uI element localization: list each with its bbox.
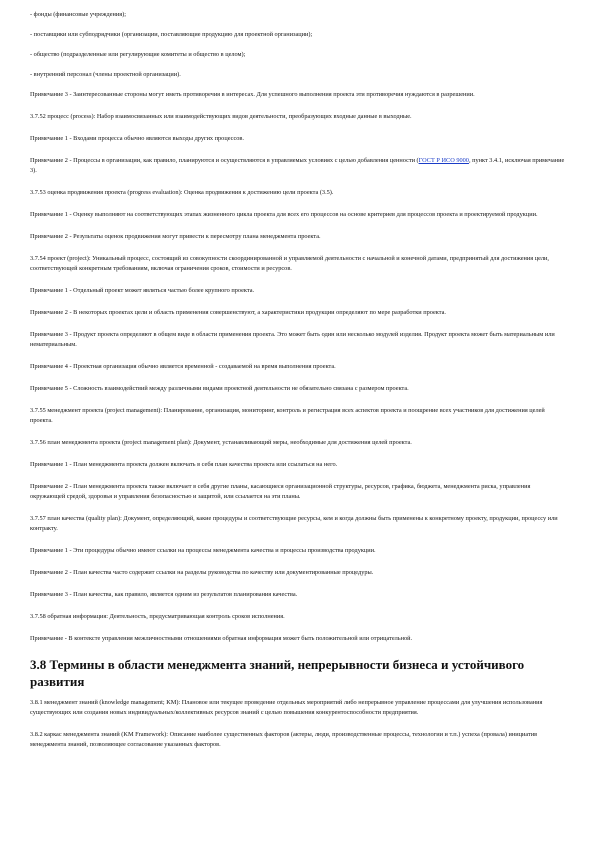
stakeholder-item: - фонды (финансовые учреждения); xyxy=(30,11,126,18)
term-definition: 3.7.58 обратная информация: Деятельность, предусматривающая контроль сроков исполнения. xyxy=(30,613,285,620)
note-paragraph: Примечание 2 - План качества часто содержит ссылки на разделы руководства по качеству или документированные процедуры. xyxy=(30,569,374,576)
note-paragraph xyxy=(30,156,565,176)
note-text: , пункт 3.4.1, исключая примечание 3). xyxy=(30,157,565,174)
term-definition: 3.7.52 процесс (process): Набор взаимосвязанных или взаимодействующих видов деятельности, преобразующих входные данные в выходные. xyxy=(30,113,412,120)
note-paragraph: Примечание 2 - План менеджмента проекта также включает в себя другие планы, касающиеся организационной структуры, ресурсов, графика, бюджета, менеджмента риска, управления окружающей средой, здоровья и управления безопасностью и защитой, или ссылается на эти планы. xyxy=(30,483,531,500)
stakeholder-item: - внутренний персонал (члены проектной организации). xyxy=(30,71,181,78)
stakeholder-item: - общество (подразделенные или регулирующие комитеты и общество в целом); xyxy=(30,51,246,58)
term-definition: 3.8.1 менеджмент знаний (knowledge management; KM): Плановое или текущее проведение отдельных мероприятий либо непрерывное управление процессами для улучшения использования существующих или создания новых индивидуальных/коллективных ресурсов знаний с целью повышения конкурентоспособности предприятия. xyxy=(30,699,543,716)
note-paragraph: Примечание 1 - Входами процесса обычно являются выходы других процессов. xyxy=(30,135,244,142)
section-heading: 3.8 Термины в области менеджмента знаний, непрерывности бизнеса и устойчивого развития xyxy=(30,657,525,689)
note-paragraph: Примечание 1 - Оценку выполняют на соответствующих этапах жизненного цикла проекта для всех его процессов на основе критериев для процессов проекта и проектируемой продукции. xyxy=(30,211,538,218)
document-page xyxy=(30,10,565,762)
note-paragraph: Примечание 1 - Отдельный проект может являться частью более крупного проекта. xyxy=(30,287,255,294)
note-paragraph: Примечание 4 - Проектная организация обычно является временной - создаваемой на время выполнения проекта. xyxy=(30,363,336,370)
note-paragraph: Примечание 1 - План менеджмента проекта должен включать в себя план качества проекта или ссылаться на него. xyxy=(30,461,338,468)
term-definition: 3.7.57 план качества (quality plan): Документ, определяющий, какие процедуры и соответствующие ресурсы, кем и когда должны быть применены к конкретному проекту, продукции, процессу или контракту. xyxy=(30,515,558,532)
term-definition: 3.8.2 каркас менеджмента знаний (KM Framework): Описание наиболее существенных факторов (актеры, люди, производственные процессы, технологии и т.п.) успеха (провала) инициатив менеджмента знаний, позволяющее согласование указанных факторов. xyxy=(30,731,538,748)
note-paragraph: Примечание 3 - Заинтересованные стороны могут иметь противоречия в интересах. Для успешного выполнения проекта эти противоречия нуждаются в разрешении. xyxy=(30,91,475,98)
term-definition: 3.7.54 проект (project): Уникальный процесс, состоящий из совокупности скоординированной и управляемой деятельности с начальной и конечной датами, предпринятый для достижения цели, соответствующей конкретным требованиям, включая ограничения сроков, стоимости и ресурсов. xyxy=(30,255,549,272)
note-paragraph: Примечание - В контексте управления межличностными отношениями обратная информация может быть положительной или отрицательной. xyxy=(30,635,413,642)
note-paragraph: Примечание 5 - Сложность взаимодействий между различными видами проектной деятельности не обязательно связана с размером проекта. xyxy=(30,385,409,392)
note-text: Примечание 2 - Процессы в организации, как правило, планируются и осуществляются в управляемых условиях с целью добавления ценности ( xyxy=(30,157,419,164)
note-paragraph: Примечание 2 - В некоторых проектах цели и область применения совершенствуют, а характеристики продукции определяют по мере разработки проекта. xyxy=(30,309,446,316)
note-paragraph: Примечание 2 - Результаты оценок продвижения могут привести к пересмотру плана менеджмента проекта. xyxy=(30,233,321,240)
note-paragraph: Примечание 1 - Эти процедуры обычно имеют ссылки на процессы менеджмента качества и процессы производства продукции. xyxy=(30,547,376,554)
term-definition: 3.7.56 план менеджмента проекта (project management plan): Документ, устанавливающий меры, необходимые для достижения целей проекта. xyxy=(30,439,412,446)
term-definition: 3.7.53 оценка продвижения проекта (progress evaluation): Оценка продвижения к достижению цели проекта (3.5). xyxy=(30,189,334,196)
note-paragraph: Примечание 3 - План качества, как правило, является одним из результатов планирования качества. xyxy=(30,591,298,598)
note-paragraph: Примечание 3 - Продукт проекта определяют в общем виде в области применения проекта. Это может быть один или несколько модулей изделия. Продукт проекта может быть материальным или нематериальным. xyxy=(30,331,555,348)
term-definition: 3.7.55 менеджмент проекта (project management): Планирование, организация, мониторинг, контроль и регистрация всех аспектов проекта и поощрение всех участников для достижения целей проекта. xyxy=(30,407,545,424)
stakeholder-item: - поставщики или субподрядчики (организации, поставляющие продукцию для проектной организации); xyxy=(30,31,313,38)
gost-reference-link[interactable]: ГОСТ Р ИСО 9000 xyxy=(418,157,469,164)
